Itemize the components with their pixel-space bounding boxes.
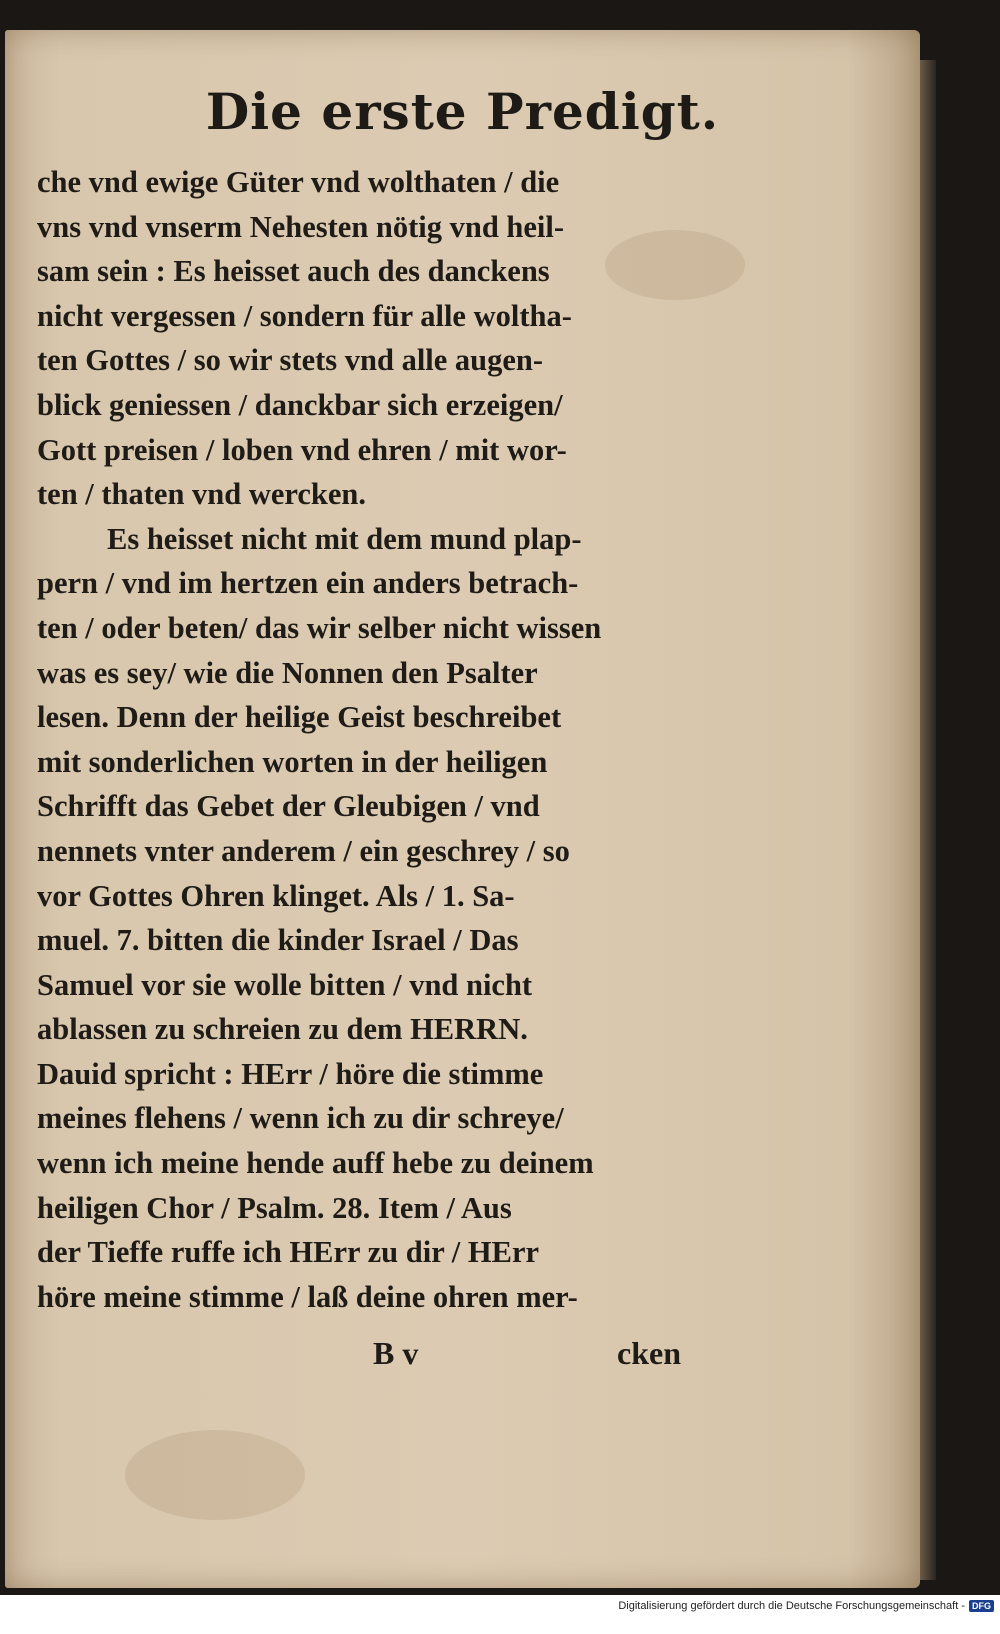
text-line: ten Gottes / so wir stets vnd alle augen-: [37, 343, 544, 378]
digitization-credit: [618, 1600, 994, 1612]
page-edge: [920, 60, 936, 1580]
text-line: vor Gottes Ohren klinget. Als / 1. Sa-: [37, 878, 515, 913]
text-line: pern / vnd im hertzen ein anders betrach-: [37, 566, 579, 601]
text-line: nennets vnter anderem / ein geschrey / so: [37, 833, 570, 868]
dfg-logo: DFG: [969, 1600, 994, 1612]
text-line: vns vnd vnserm Nehesten nötig vnd heil-: [37, 209, 565, 244]
text-line: Dauid spricht : HErr / höre die stimme: [37, 1056, 544, 1091]
page-footer: [5, 1335, 920, 1385]
text-line: was es sey/ wie die Nonnen den Psalter: [37, 655, 538, 690]
text-line: heiligen Chor / Psalm. 28. Item / Aus: [37, 1190, 512, 1225]
text-line: lesen. Denn der heilige Geist beschreibet: [37, 700, 562, 735]
text-line: sam sein : Es heisset auch des danckens: [37, 254, 550, 289]
text-line: höre meine stimme / laß deine ohren mer-: [37, 1279, 578, 1314]
signature-mark: B v: [373, 1335, 419, 1371]
text-line: meines flehens / wenn ich zu dir schreye/: [37, 1101, 564, 1136]
text-line: mit sonderlichen worten in der heiligen: [37, 744, 548, 779]
text-line: ten / oder beten/ das wir selber nicht wissen: [37, 610, 602, 645]
catchword: cken: [617, 1335, 681, 1371]
text-line: muel. 7. bitten die kinder Israel / Das: [37, 923, 519, 958]
text-line: blick geniessen / danckbar sich erzeigen/: [37, 387, 563, 422]
text-line: Samuel vor sie wolle bitten / vnd nicht: [37, 967, 533, 1002]
text-line: nicht vergessen / sondern für alle woltha-: [37, 298, 572, 333]
credit-text: Digitalisierung gefördert durch die Deutsche Forschungsgemeinschaft -: [618, 1600, 965, 1612]
page-text: [37, 160, 737, 1319]
text-line: Es heisset nicht mit dem mund plap-: [107, 521, 582, 556]
text-line: der Tieffe ruffe ich HErr zu dir / HErr: [37, 1235, 540, 1270]
book-page: [5, 30, 920, 1588]
text-line: Gott preisen / loben vnd ehren / mit wor-: [37, 432, 567, 467]
page-header: Die erste Predigt.: [205, 82, 720, 141]
text-line: che vnd ewige Güter vnd wolthaten / die: [37, 165, 560, 199]
text-line: Schrifft das Gebet der Gleubigen / vnd: [37, 789, 540, 824]
text-line: wenn ich meine hende auff hebe zu deinem: [37, 1146, 594, 1181]
text-line: ablassen zu schreien zu dem HERRN.: [37, 1012, 528, 1047]
text-line: ten / thaten vnd wercken.: [37, 477, 367, 512]
paper-stain: [125, 1430, 305, 1520]
